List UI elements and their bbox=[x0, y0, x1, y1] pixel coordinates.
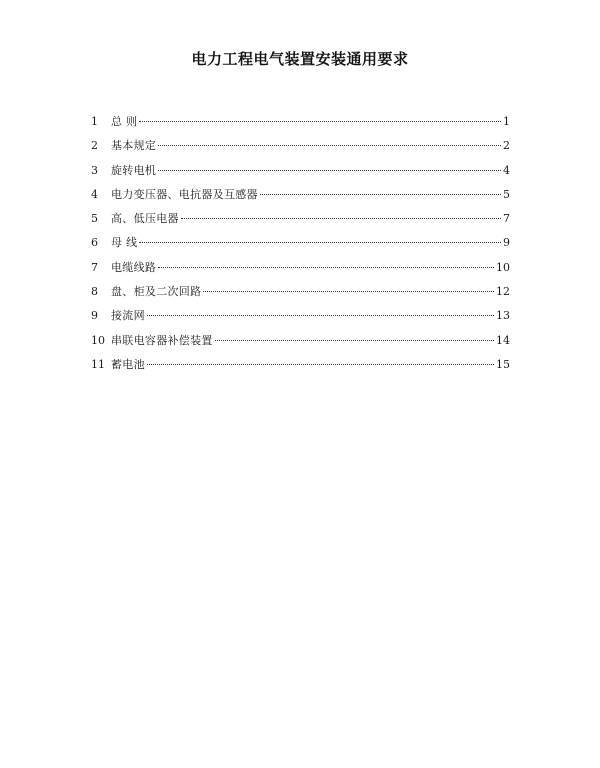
toc-dot-leader bbox=[158, 267, 494, 268]
toc-entry-page: 7 bbox=[503, 212, 510, 226]
toc-dot-leader bbox=[181, 218, 501, 219]
toc-entry-page: 14 bbox=[496, 333, 510, 347]
toc-entry-label: 接流网 bbox=[111, 309, 145, 323]
toc-entry-5[interactable] bbox=[91, 207, 510, 231]
toc-entry-number: 10 bbox=[91, 333, 105, 347]
toc-entry-label: 旋转电机 bbox=[111, 163, 157, 177]
document-title: 电力工程电气装置安装通用要求 bbox=[191, 50, 409, 68]
toc-entry-number: 4 bbox=[91, 187, 98, 201]
toc-entry-7[interactable] bbox=[91, 256, 510, 280]
toc-entry-page: 5 bbox=[503, 187, 510, 201]
toc-entry-label: 电力变压器、电抗器及互感器 bbox=[111, 187, 258, 201]
toc-entry-number: 11 bbox=[91, 357, 105, 371]
toc-entry-label: 高、低压电器 bbox=[111, 212, 179, 226]
toc-entry-10[interactable] bbox=[91, 329, 510, 353]
toc-entry-label: 串联电容器补偿装置 bbox=[111, 333, 213, 347]
toc-entry-number: 2 bbox=[91, 139, 98, 153]
toc-entry-number: 8 bbox=[91, 285, 98, 299]
toc-dot-leader bbox=[158, 170, 501, 171]
toc-dot-leader bbox=[139, 121, 501, 122]
toc-entry-number: 3 bbox=[91, 163, 98, 177]
toc-entry-label: 母 线 bbox=[111, 236, 138, 250]
toc-entry-number: 7 bbox=[91, 260, 98, 274]
toc-entry-page: 2 bbox=[503, 139, 510, 153]
toc-entry-number: 6 bbox=[91, 236, 98, 250]
toc-dot-leader bbox=[147, 364, 494, 365]
toc-entry-page: 10 bbox=[496, 260, 510, 274]
toc-entry-page: 1 bbox=[503, 115, 510, 128]
toc-entry-4[interactable] bbox=[91, 183, 510, 207]
toc-entry-label: 电缆线路 bbox=[111, 260, 157, 274]
toc-dot-leader bbox=[139, 242, 501, 243]
toc-entry-label: 盘、柜及二次回路 bbox=[111, 285, 202, 299]
toc-entry-11[interactable] bbox=[91, 353, 510, 377]
toc-entry-number: 9 bbox=[91, 309, 98, 323]
toc-dot-leader bbox=[260, 194, 501, 195]
toc-dot-leader bbox=[203, 291, 494, 292]
toc-entry-page: 12 bbox=[496, 285, 510, 299]
toc-dot-leader bbox=[158, 145, 501, 146]
toc-entry-9[interactable] bbox=[91, 304, 510, 328]
toc-dot-leader bbox=[215, 340, 494, 341]
toc-dot-leader bbox=[147, 315, 494, 316]
toc-entry-number: 1 bbox=[91, 115, 98, 128]
toc-entry-1[interactable] bbox=[91, 110, 510, 134]
toc-entry-page: 9 bbox=[503, 236, 510, 250]
toc-entry-number: 5 bbox=[91, 212, 98, 226]
table-of-contents bbox=[91, 110, 510, 377]
toc-entry-8[interactable] bbox=[91, 280, 510, 304]
toc-entry-label: 基本规定 bbox=[111, 139, 157, 153]
toc-entry-page: 13 bbox=[496, 309, 510, 323]
toc-entry-page: 4 bbox=[503, 163, 510, 177]
toc-entry-page: 15 bbox=[496, 357, 510, 371]
toc-entry-6[interactable] bbox=[91, 231, 510, 255]
toc-entry-label: 总 则 bbox=[111, 115, 138, 128]
toc-entry-2[interactable] bbox=[91, 134, 510, 158]
toc-entry-3[interactable] bbox=[91, 159, 510, 183]
toc-entry-label: 蓄电池 bbox=[111, 357, 145, 371]
